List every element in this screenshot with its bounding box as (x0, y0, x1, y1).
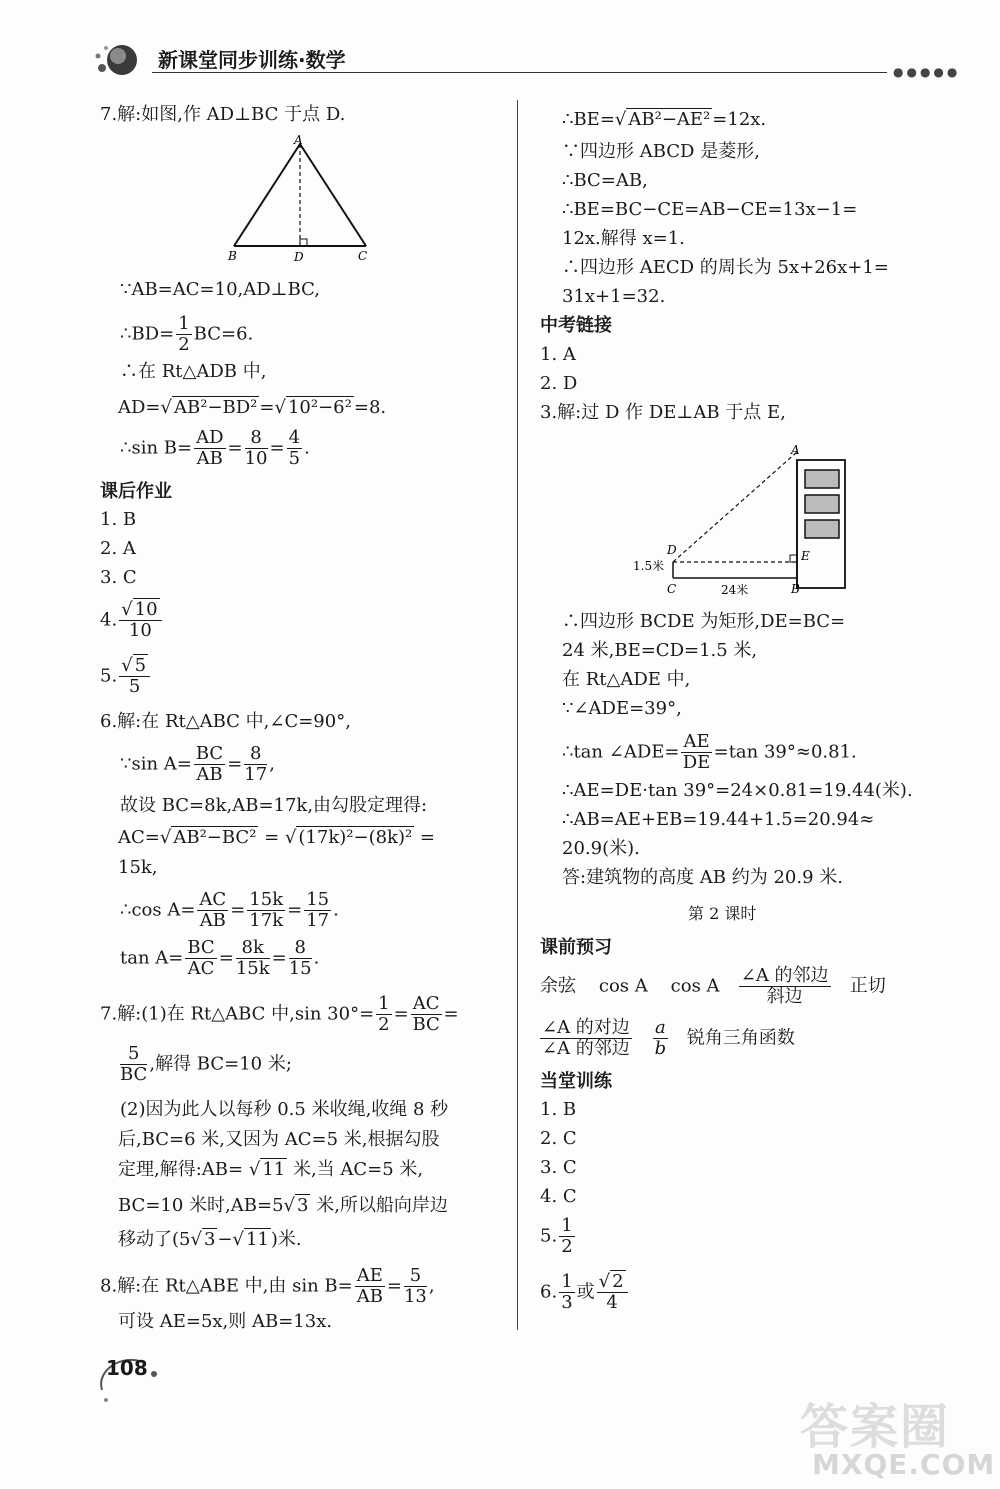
q7b-line2: $\frac{5}{BC}$ ,解得 BC=10 米; (120, 1043, 292, 1085)
q7b-line3: (2)因为此人以每秒 0.5 米收绳,收绳 8 秒 (120, 1099, 449, 1120)
r-line1: ∴BE=√ AB²−AE² =12x. (562, 109, 767, 130)
fig1-label-d: D (294, 250, 304, 264)
fig1-label-a: A (294, 134, 303, 147)
s-line9: 答:建筑物的高度 AB 约为 20.9 米. (562, 867, 843, 888)
header-rule (152, 72, 887, 73)
section-keqian: 课前预习 (540, 937, 612, 958)
section-kehou: 课后作业 (100, 481, 172, 502)
fig2-label-c: C (667, 582, 677, 596)
dt-answer-2: 2. C (540, 1128, 577, 1149)
r-line7: 31x+1=32. (562, 286, 666, 307)
q7-intro: 7.解:如图,作 AD⊥BC 于点 D. (100, 104, 346, 125)
fig2-label-b: B (791, 582, 800, 596)
fig1-label-b: B (228, 249, 237, 263)
fig2-label-d: D (667, 543, 677, 557)
page-number: 108 (106, 1356, 148, 1380)
q6-line4: AC=√ AB²−BC² = √ (17k)²−(8k)² = (118, 827, 436, 848)
r-line5: 12x.解得 x=1. (562, 228, 685, 249)
q7b-line7: 移动了(5√ 3 −√ 11 )米. (118, 1229, 302, 1250)
column-divider (517, 100, 518, 1330)
fig2-height-label: 1.5米 (633, 559, 665, 573)
dt-answer-1: 1. B (540, 1099, 577, 1120)
building-figure (625, 440, 865, 605)
q8-line2: 可设 AE=5x,则 AB=13x. (118, 1311, 333, 1332)
watermark-url: MXQE.COM (812, 1448, 996, 1481)
q6-line1: 6.解:在 Rt△ABC 中,∠C=90°, (100, 711, 351, 732)
r-line3: ∴BC=AB, (562, 170, 648, 191)
zk-answer-1: 1. A (540, 344, 576, 365)
s-line8: 20.9(米). (562, 838, 640, 859)
zk-answer-3: 3.解:过 D 作 DE⊥AB 于点 E, (540, 402, 786, 423)
q7b-line6: BC=10 米时,AB=5√ 3 米,所以船向岸边 (118, 1195, 448, 1216)
q6-line6: ∴cos A= $\frac{AC}{AB}$ = $\frac{15k}{17k}$ = $\frac{15}{17}$ . (120, 889, 339, 931)
s-line6: ∴AE=DE·tan 39°=24×0.81=19.44(米). (562, 780, 913, 801)
s-line2: 24 米,BE=CD=1.5 米, (562, 640, 758, 661)
q7-line1: ∵AB=AC=10,AD⊥BC, (120, 279, 321, 300)
kh-answer-1: 1. B (100, 509, 137, 530)
fig1-label-c: C (358, 249, 368, 263)
zk-answer-2: 2. D (540, 373, 578, 394)
fig2-label-e: E (801, 549, 810, 563)
s-line1: ∴四边形 BCDE 为矩形,DE=BC= (562, 611, 846, 632)
triangle-figure (222, 134, 382, 264)
q6-line2: ∵sin A= $\frac{BC}{AB}$ = $\frac{8}{17}$ , (120, 743, 275, 785)
q7b-line4: 后,BC=6 米,又因为 AC=5 米,根据勾股 (118, 1129, 440, 1150)
q7-line5: ∴sin B= $\frac{AD}{AB}$ = $\frac{8}{10}$ = $\frac{4}{5}$ . (120, 427, 310, 469)
kh-answer-5: 5. $\frac{√ 5}{5}$ (100, 656, 152, 697)
header-dots: ●●●●● (893, 65, 961, 79)
s-line4: ∵∠ADE=39°, (562, 698, 682, 719)
lesson-heading: 第 2 课时 (688, 904, 757, 923)
dt-answer-6: 6. $\frac{1}{3}$ 或 $\frac{√ 2}{4}$ (540, 1272, 630, 1313)
fig2-width-label: 24米 (721, 583, 749, 597)
section-dangtang: 当堂训练 (540, 1071, 612, 1092)
q6-line7: tan A= $\frac{BC}{AC}$ = $\frac{8k}{15k}$ = $\frac{8}{15}$ . (120, 937, 320, 979)
s-line5: ∴tan ∠ADE= $\frac{AE}{DE}$ =tan 39°≈0.81. (562, 731, 857, 773)
q7-line4: AD=√ AB²−BD² =√ 10²−6² =8. (118, 397, 387, 418)
q6-line3: 故设 BC=8k,AB=17k,由勾股定理得: (120, 795, 428, 816)
header-logo (92, 38, 140, 78)
fig2-label-a: A (791, 443, 800, 457)
q7-line2: ∴BD= $\frac{1}{2}$ BC=6. (120, 313, 254, 355)
kh-answer-2: 2. A (100, 538, 136, 559)
r-line6: ∴四边形 AECD 的周长为 5x+26x+1= (562, 257, 889, 278)
r-line2: ∵四边形 ABCD 是菱形, (562, 141, 760, 162)
s-line3: 在 Rt△ADE 中, (562, 669, 691, 690)
r-line4: ∴BE=BC−CE=AB−CE=13x−1= (562, 199, 858, 220)
dt-answer-5: 5. $\frac{1}{2}$ (540, 1215, 573, 1257)
s-line7: ∴AB=AE+EB=19.44+1.5=20.94≈ (562, 809, 875, 830)
header-title: 新课堂同步训练·数学 (158, 48, 346, 72)
q6-line5: 15k, (118, 857, 158, 878)
kq-row1: 余弦 cos A cos A $\frac{\text{∠A 的邻边}}{\text{斜边}}$ 正切 (540, 965, 886, 1007)
dt-answer-4: 4. C (540, 1186, 577, 1207)
kh-answer-3: 3. C (100, 567, 137, 588)
watermark-logo: 答案圈 (800, 1399, 951, 1455)
kq-row2: $\frac{\text{∠A 的对边}}{\text{∠A 的邻边}}$ $\frac{a}{b}$ 锐角三角函数 (542, 1017, 795, 1059)
section-zhongkao: 中考链接 (540, 315, 612, 336)
q8-line1: 8.解:在 Rt△ABE 中,由 sin B= $\frac{AE}{AB}$ = $\frac{5}{13}$ , (100, 1265, 435, 1307)
q7b-line1: 7.解:(1)在 Rt△ABC 中,sin 30°= $\frac{1}{2}$ = $\frac{AC}{BC}$ = (100, 993, 459, 1035)
dt-answer-3: 3. C (540, 1157, 577, 1178)
kh-answer-4: 4. $\frac{√ 10}{10}$ (100, 600, 164, 641)
q7-line3: ∴在 Rt△ADB 中, (120, 361, 267, 382)
q7b-line5: 定理,解得:AB= √ 11 米,当 AC=5 米, (118, 1159, 424, 1180)
